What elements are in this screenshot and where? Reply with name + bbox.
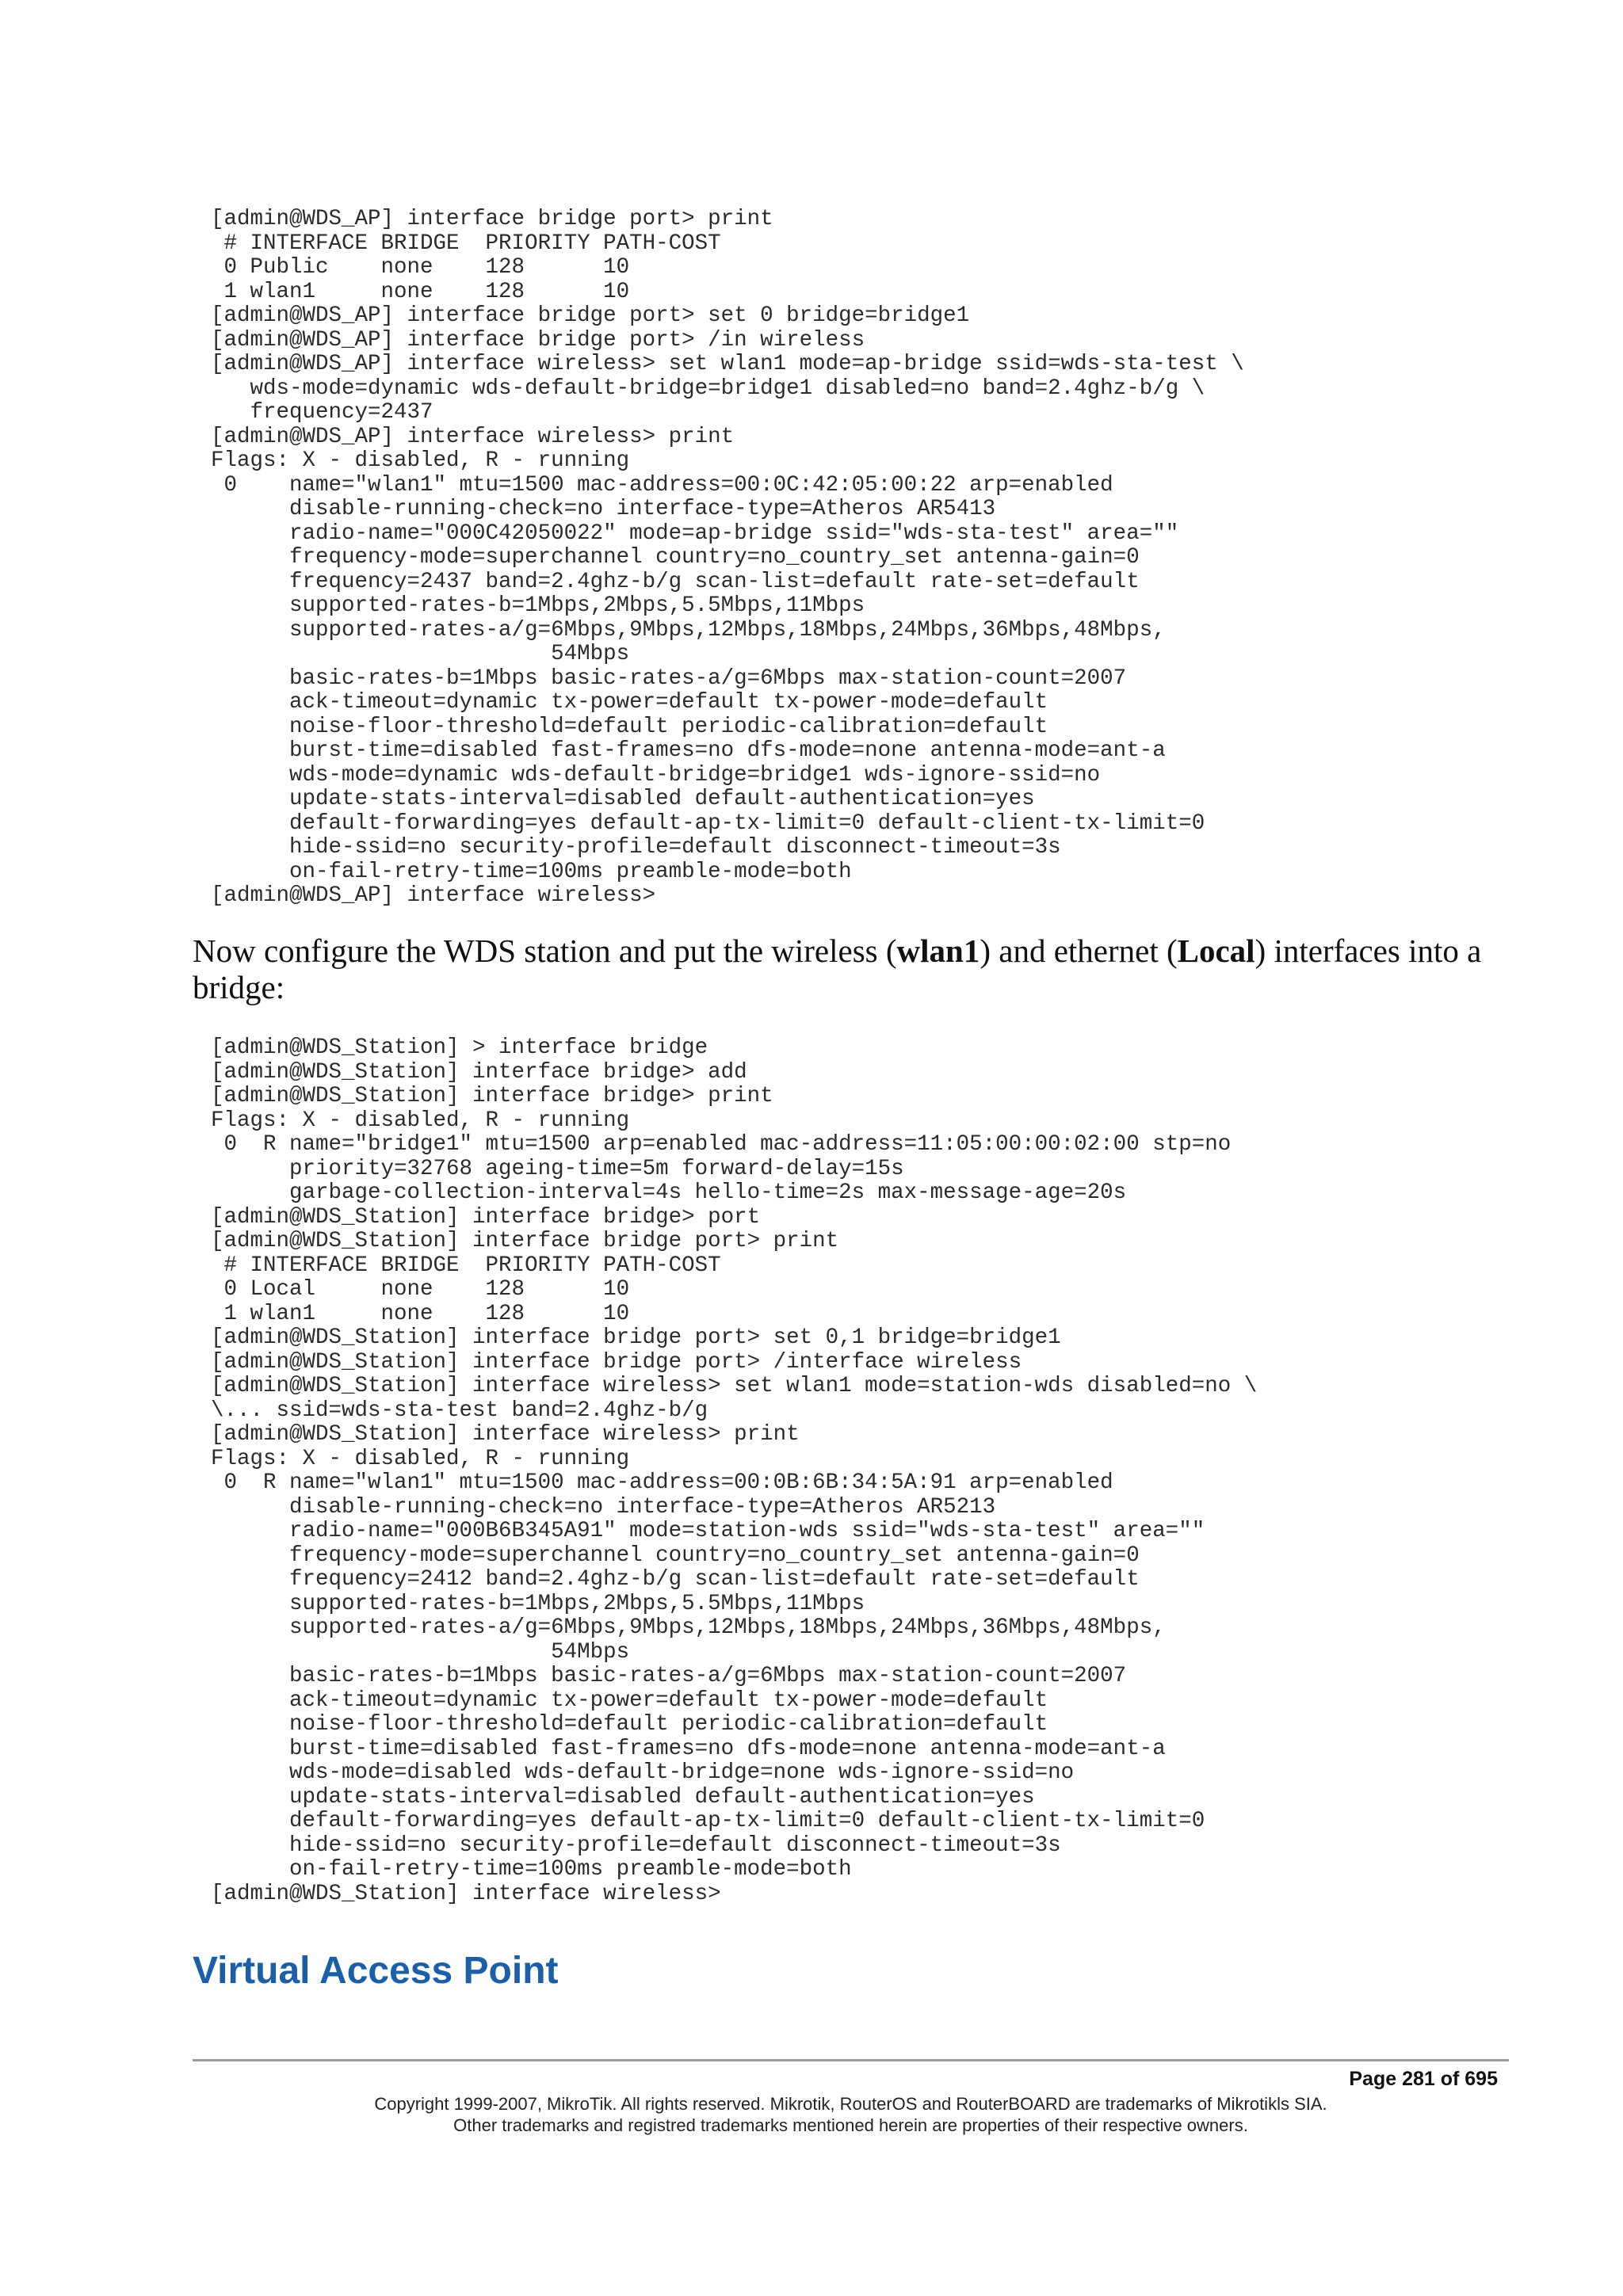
copyright-line-1: Copyright 1999-2007, MikroTik. All rights reserved. Mikrotik, RouterOS and RouterBOARD are trademarks of Mikrotikls SIA.	[374, 2094, 1327, 2114]
paragraph-text: ) and ethernet (	[980, 933, 1178, 969]
code-block-station-config: [admin@WDS_Station] > interface bridge [admin@WDS_Station] interface bridge> add [admin@WDS_Station] interface bridge> print Flags: X - disabled, R - running 0 R name="bridge1" mtu=1500 arp=enabled mac-address=11:05:00:00:02:00 stp=no priority=32768 ageing-time=5m forward-delay=15s garbage-collection-interval=4s hello-time=2s max-message-age=20s [admin@WDS_Station] interface bridge> port [admin@WDS_Station] interface bridge port> print # INTERFACE BRIDGE PRIORITY PATH-COST 0 Local none 128 10 1 wlan1 none 128 10 [admin@WDS_Station] interface bridge port> set 0,1 bridge=bridge1 [admin@WDS_Station] interface bridge port> /interface wireless [admin@WDS_Station] interface wireless> set wlan1 mode=station-wds disabled=no \ \... ssid=wds-sta-test band=2.4ghz-b/g [admin@WDS_Station] interface wireless> print Flags: X - disabled, R - running 0 R name="wlan1" mtu=1500 mac-address=00:0B:6B:34:5A:91 arp=enabled disable-running-check=no interface-type=Atheros AR5213 radio-name="000B6B345A91" mode=station-wds ssid="wds-sta-test" area="" frequency-mode=superchannel country=no_country_set antenna-gain=0 frequency=2412 band=2.4ghz-b/g scan-list=default rate-set=default supported-rates-b=1Mbps,2Mbps,5.5Mbps,11Mbps supported-rates-a/g=6Mbps,9Mbps,12Mbps,18Mbps,24Mbps,36Mbps,48Mbps, 54Mbps basic-rates-b=1Mbps basic-rates-a/g=6Mbps max-station-count=2007 ack-timeout=dynamic tx-power=default tx-power-mode=default noise-floor-threshold=default periodic-calibration=default burst-time=disabled fast-frames=no dfs-mode=none antenna-mode=ant-a wds-mode=disabled wds-default-bridge=none wds-ignore-ssid=no update-stats-interval=disabled default-authentication=yes default-forwarding=yes default-ap-tx-limit=0 default-client-tx-limit=0 hide-ssid=no security-profile=default disconnect-timeout=3s on-fail-retry-time=100ms preamble-mode=both [admin@WDS_Station] interface wireless>	[211, 1035, 1258, 1906]
body-paragraph	[193, 933, 1524, 1005]
page-number: Page 281 of 695	[1349, 2068, 1498, 2090]
paragraph-text: ) interfaces into a bridge:	[193, 933, 1482, 1005]
paragraph-text: Now configure the WDS station and put the wireless (	[193, 933, 897, 969]
copyright-line-2: Other trademarks and registred trademarks mentioned herein are properties of their respective owners.	[453, 2115, 1248, 2135]
section-heading: Virtual Access Point	[193, 1950, 559, 1992]
footer-divider	[193, 2059, 1509, 2061]
wlan1-bold: wlan1	[896, 933, 980, 969]
code-block-ap-config: [admin@WDS_AP] interface bridge port> print # INTERFACE BRIDGE PRIORITY PATH-COST 0 Public none 128 10 1 wlan1 none 128 10 [admin@WDS_AP] interface bridge port> set 0 bridge=bridge1 [admin@WDS_AP] interface bridge port> /in wireless [admin@WDS_AP] interface wireless> set wlan1 mode=ap-bridge ssid=wds-sta-test \ wds-mode=dynamic wds-default-bridge=bridge1 disabled=no band=2.4ghz-b/g \ frequency=2437 [admin@WDS_AP] interface wireless> print Flags: X - disabled, R - running 0 name="wlan1" mtu=1500 mac-address=00:0C:42:05:00:22 arp=enabled disable-running-check=no interface-type=Atheros AR5413 radio-name="000C42050022" mode=ap-bridge ssid="wds-sta-test" area="" frequency-mode=superchannel country=no_country_set antenna-gain=0 frequency=2437 band=2.4ghz-b/g scan-list=default rate-set=default supported-rates-b=1Mbps,2Mbps,5.5Mbps,11Mbps supported-rates-a/g=6Mbps,9Mbps,12Mbps,18Mbps,24Mbps,36Mbps,48Mbps, 54Mbps basic-rates-b=1Mbps basic-rates-a/g=6Mbps max-station-count=2007 ack-timeout=dynamic tx-power=default tx-power-mode=default noise-floor-threshold=default periodic-calibration=default burst-time=disabled fast-frames=no dfs-mode=none antenna-mode=ant-a wds-mode=dynamic wds-default-bridge=bridge1 wds-ignore-ssid=no update-stats-interval=disabled default-authentication=yes default-forwarding=yes default-ap-tx-limit=0 default-client-tx-limit=0 hide-ssid=no security-profile=default disconnect-timeout=3s on-fail-retry-time=100ms preamble-mode=both [admin@WDS_AP] interface wireless>	[211, 207, 1244, 908]
local-bold: Local	[1177, 933, 1255, 969]
